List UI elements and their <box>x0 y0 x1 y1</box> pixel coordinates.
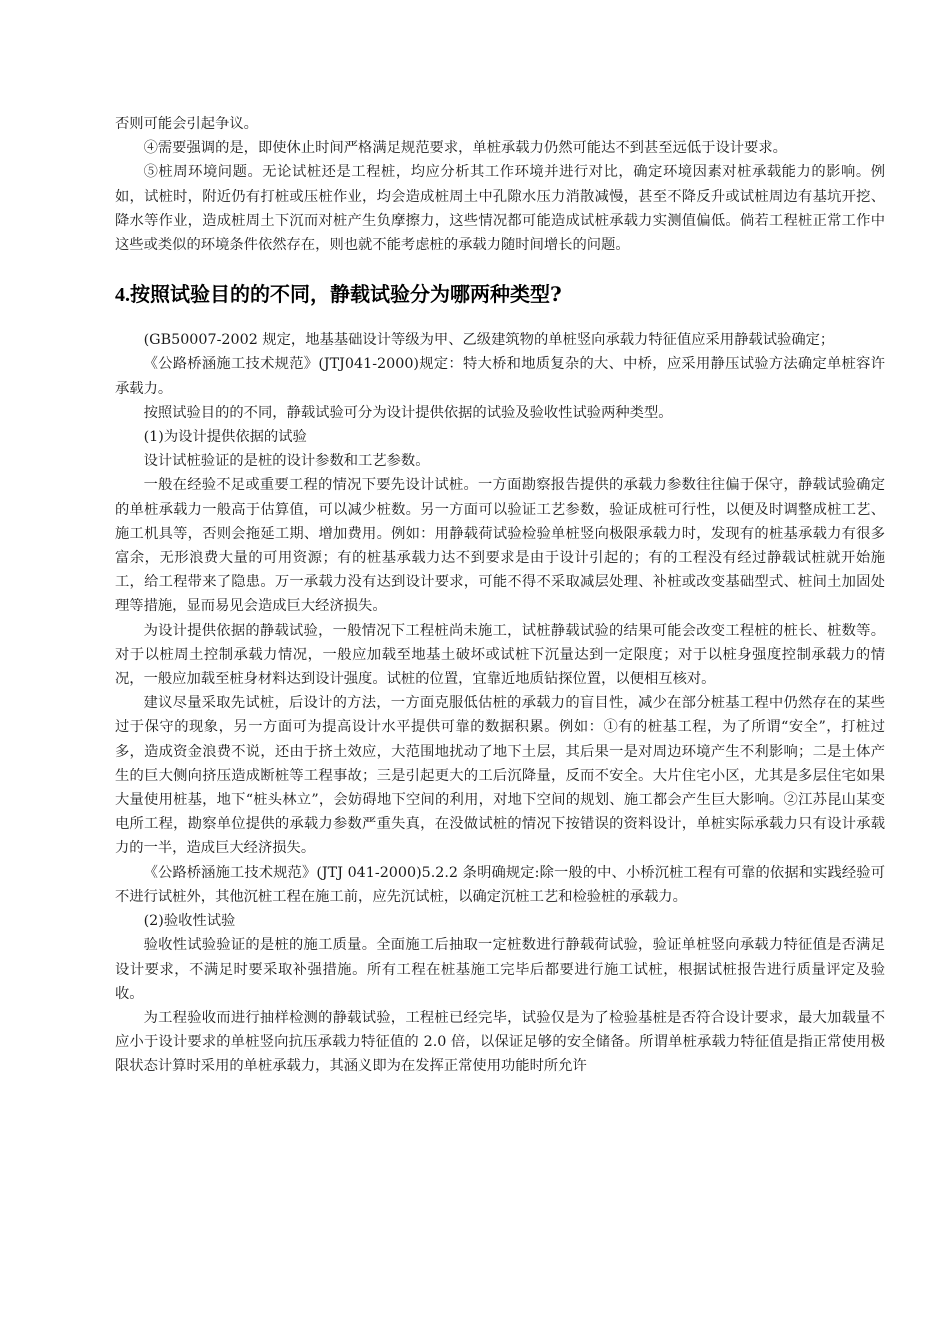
paragraph: (GB50007-2002 规定，地基基础设计等级为甲、乙级建筑物的单桩竖向承载力特征值应采用静载试验确定； <box>143 332 835 349</box>
paragraph: 按照试验目的的不同，静载试验可分为设计提供依据的试验及验收性试验两种类型。 <box>143 404 673 421</box>
paragraph: 为设计提供依据的静载试验，一般情况下工程桩尚未施工，试桩静载试验的结果可能会改变工程桩的桩长、桩数等。对于以桩周土控制承载力情况，一般应加载至地基土破坏或试桩下沉量达到一定限度；对于以桩身强度控制承载力的情况，一般应加载至桩身材料达到设计强度。试桩的位置，宜靠近地质钻探位置，以便相互核对。 <box>115 622 885 688</box>
paragraph: 否则可能会引起争议。 <box>115 116 258 132</box>
document-page <box>115 112 885 1079</box>
paragraph: 设计试桩验证的是桩的设计参数和工艺参数。 <box>143 453 430 470</box>
paragraph: 建议尽量采取先试桩，后设计的方法，一方面克服低估桩的承载力的盲目性，减少在部分桩基工程中仍然存在的某些过于保守的现象，另一方面可为提高设计水平提供可靠的数据积累。例如：①有的桩基工程，为了所谓“安全”，打桩过多，造成资金浪费不说，还由于挤土效应，大范围地扰动了地下土层，其后果一是对周边环境产生不利影响；二是土体产生的巨大侧向挤压造成断桩等工程事故；三是引起更大的工后沉降量，反而不安全。大片住宅小区，尤其是多层住宅如果大量使用桩基，地下“桩头林立”，会妨碍地下空间的利用，对地下空间的规划、施工都会产生巨大影响。②江苏昆山某变电所工程，勘察单位提供的承载力参数严重失真，在没做试桩的情况下按错误的资料设计，单桩实际承载力只有设计承载力的一半，造成巨大经济损失。 <box>115 695 885 857</box>
section-title: 按照试验目的的不同，静载试验分为哪两种类型? <box>130 282 562 307</box>
paragraph: 一般在经验不足或重要工程的情况下要先设计试桩。一方面勘察报告提供的承载力参数往往偏于保守，静载试验确定的单桩承载力一般高于估算值，可以减少桩数。另一方面可以验证工艺参数，验证成桩可行性，以便及时调整成桩工艺、施工机具等，否则会拖延工期、增加费用。例如：用静载荷试验检验单桩竖向极限承载力时，发现有的桩基承载力有很多富余，无形浪费大量的可用资源；有的桩基承载力达不到要求是由于设计引起的；有的工程没有经过静载试桩就开始施工，给工程带来了隐患。万一承载力没有达到设计要求，可能不得不采取减层处理、补桩或改变基础型式、桩间土加固处理等措施，显而易见会造成巨大经济损失。 <box>115 477 885 615</box>
paragraph: 《公路桥涵施工技术规范》(JTJ041-2000)规定：特大桥和地质复杂的大、中桥，应采用静压试验方法确定单桩容许承载力。 <box>115 356 885 397</box>
paragraph: 为工程验收而进行抽样检测的静载试验，工程桩已经完毕，试验仅是为了检验基桩是否符合设计要求，最大加载量不应小于设计要求的单桩竖向抗压承载力特征值的 2.0 倍，以保证足够的安全储备。所谓单桩承载力特征值是指正常使用极限状态计算时采用的单桩承载力，其涵义即为在发挥正常使用功能时所允许 <box>115 1009 885 1075</box>
subheading: (2)验收性试验 <box>143 913 236 930</box>
paragraph: ④需要强调的是，即使休止时间严格满足规范要求，单桩承载力仍然可能达不到甚至远低于设计要求。 <box>143 140 787 157</box>
paragraph: 《公路桥涵施工技术规范》(JTJ 041-2000)5.2.2 条明确规定:除一般的中、小桥沉桩工程有可靠的依据和实践经验可不进行试桩外，其他沉桩工程在施工前，应先沉试桩，以确定沉桩工艺和检验桩的承载力。 <box>115 864 885 905</box>
paragraph: 验收性试验验证的是桩的施工质量。全面施工后抽取一定桩数进行静载荷试验，验证单桩竖向承载力特征值是否满足设计要求，不满足时要采取补强措施。所有工程在桩基施工完毕后都要进行施工试桩，根据试桩报告进行质量评定及验收。 <box>115 937 885 1002</box>
subheading: (1)为设计提供依据的试验 <box>143 429 307 446</box>
section-heading <box>115 280 885 309</box>
section-number: 4. <box>115 284 130 307</box>
paragraph: ⑤桩周环境问题。无论试桩还是工程桩，均应分析其工作环境并进行对比，确定环境因素对桩承载能力的影响。例如，试桩时，附近仍有打桩或压桩作业，均会造成桩周土中孔隙水压力消散减慢，甚至不降反升或试桩周边有基坑开挖、降水等作业，造成桩周土下沉而对桩产生负摩擦力，这些情况都可能造成试桩承载力实测值偏低。倘若工程桩正常工作中这些或类似的环境条件依然存在，则也就不能考虑桩的承载力随时间增长的问题。 <box>115 164 885 254</box>
